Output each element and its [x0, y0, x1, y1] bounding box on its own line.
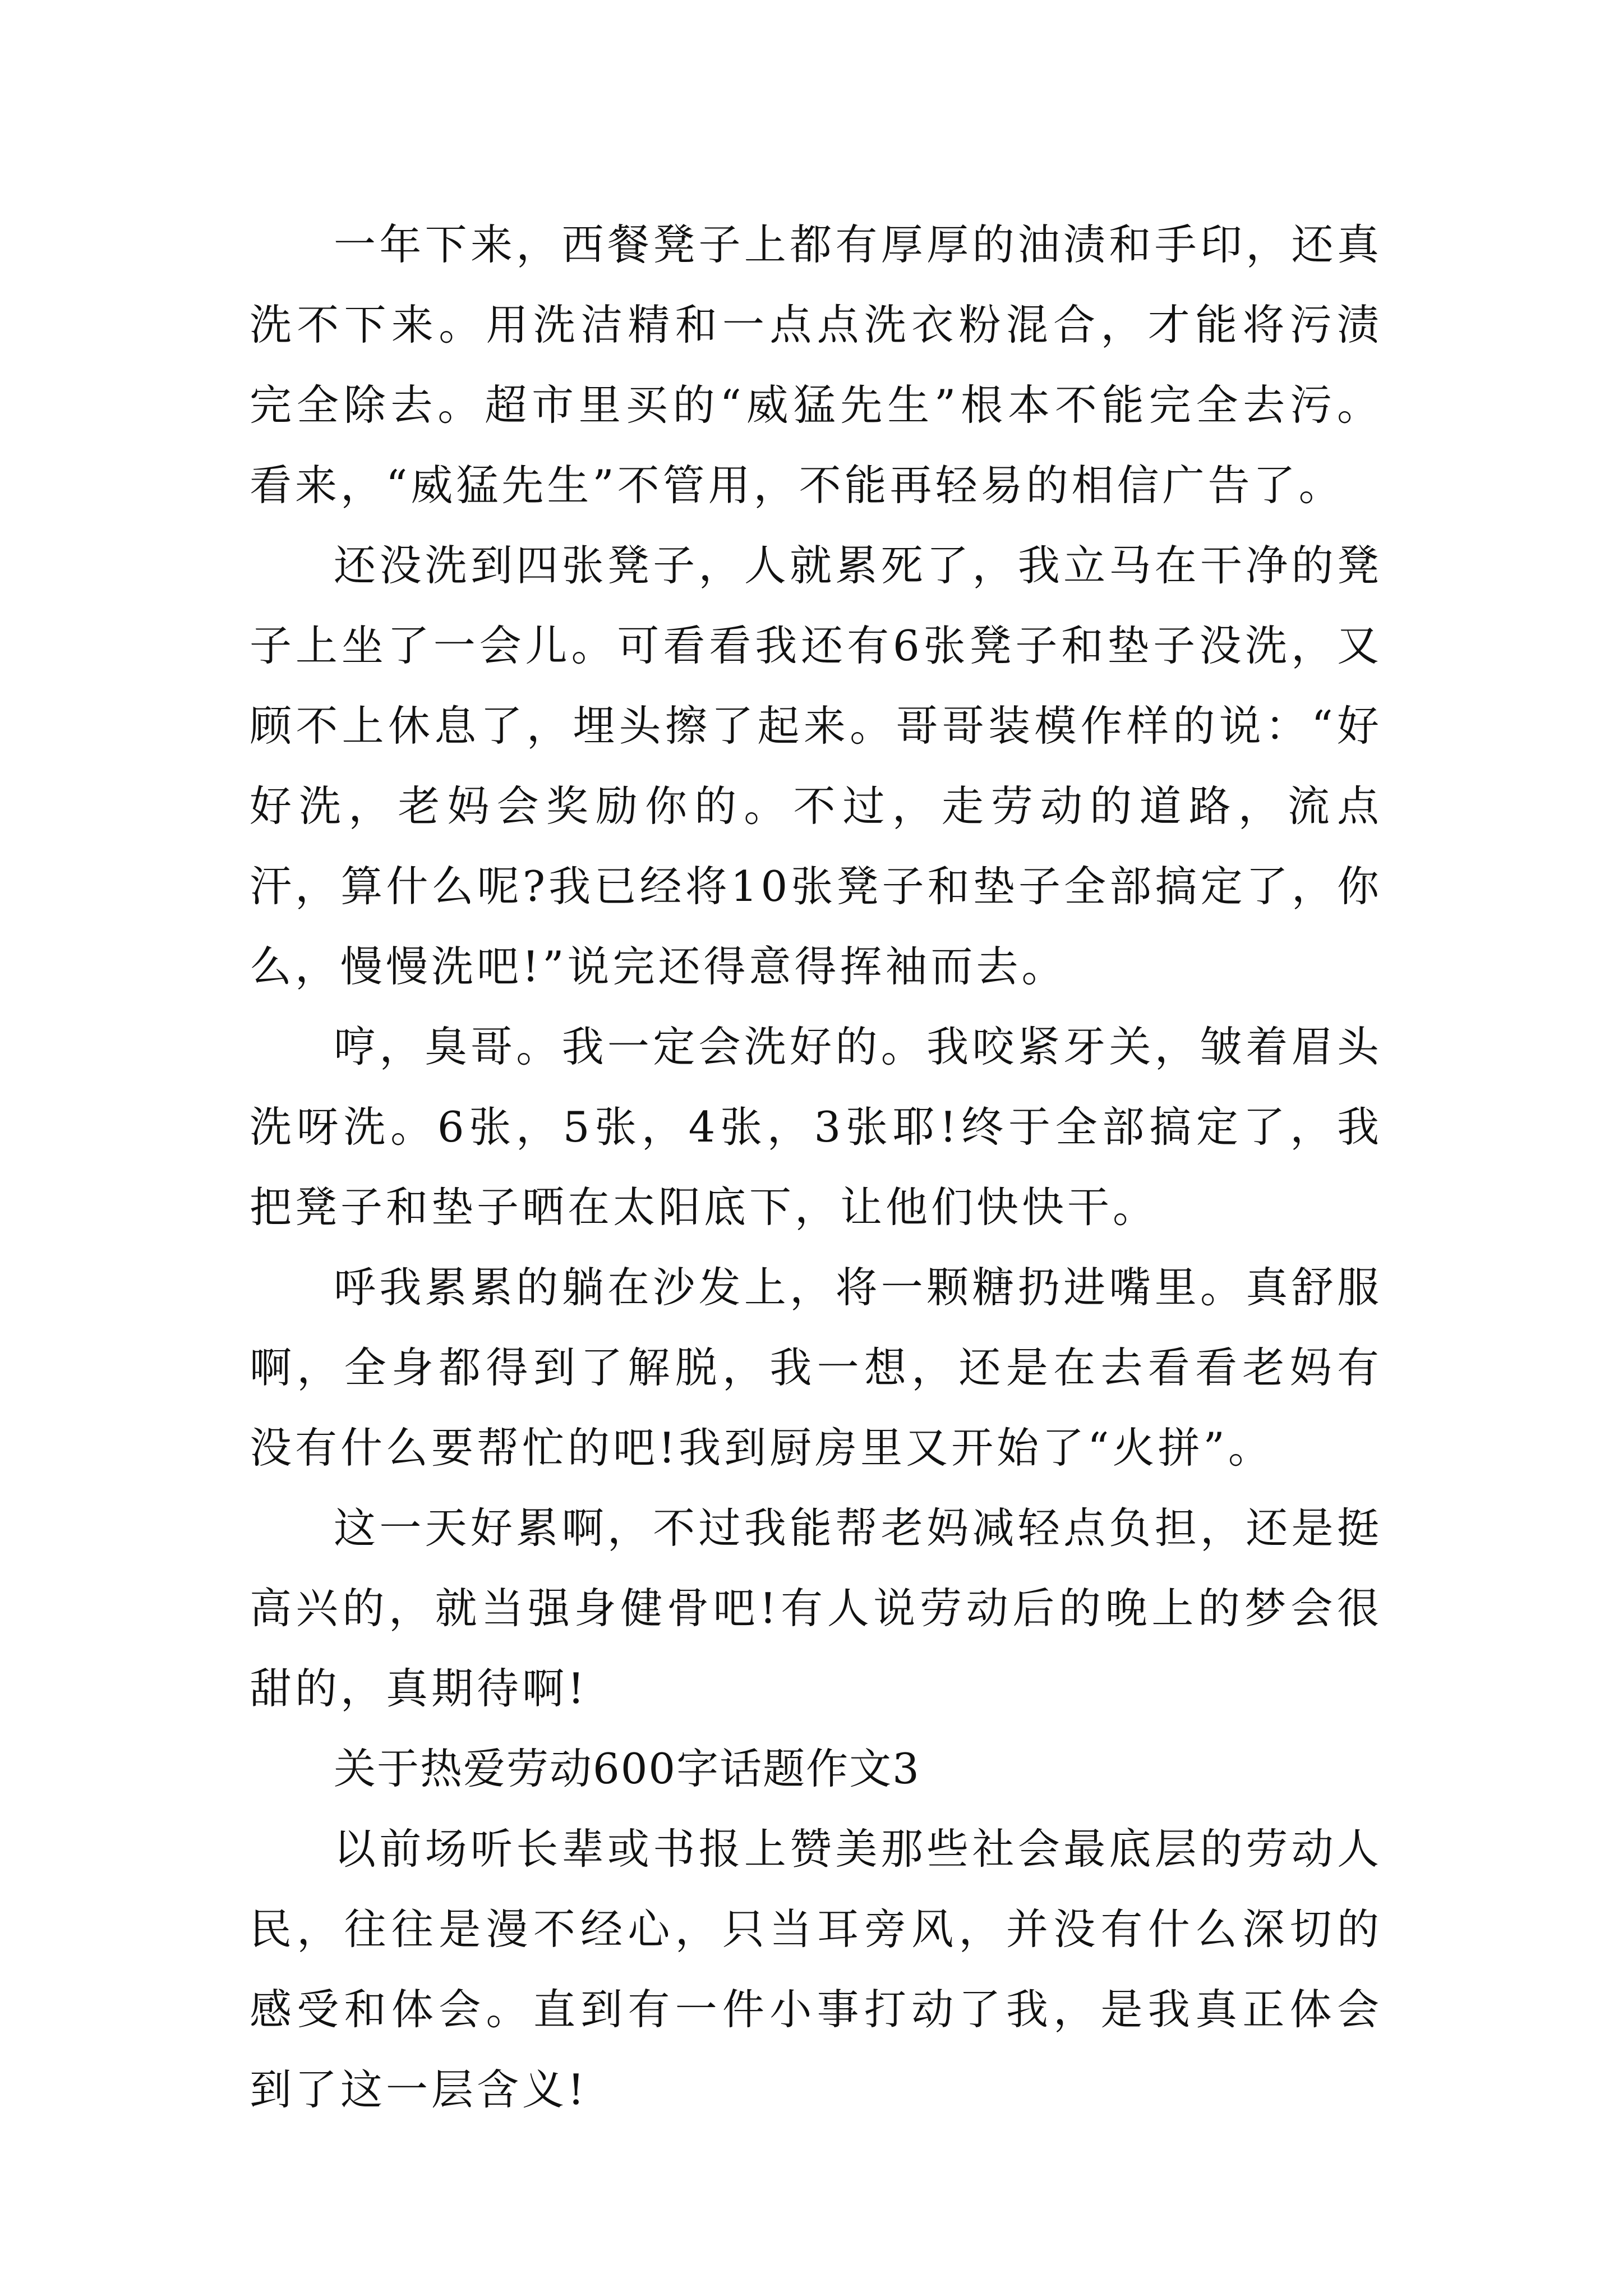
paragraph-1: 一年下来，西餐凳子上都有厚厚的油渍和手印，还真洗不下来。用洗洁精和一点点洗衣粉混合，才能将污渍完全除去。超市里买的“威猛先生”根本不能完全去污。看来，“威猛先生”不管用，不能再轻易的相信广告了。: [250, 220, 1382, 510]
paragraph-6: 以前场听长辈或书报上赞美那些社会最底层的劳动人民，往往是漫不经心，只当耳旁风，并没有什么深切的感受和体会。直到有一件小事打动了我，是我真正体会到了这一层含义!: [250, 1824, 1382, 2114]
paragraph-5: 这一天好累啊，不过我能帮老妈减轻点负担，还是挺高兴的，就当强身健骨吧!有人说劳动后的晚上的梦会很甜的，真期待啊!: [250, 1503, 1382, 1713]
paragraph-2: 还没洗到四张凳子，人就累死了，我立马在干净的凳子上坐了一会儿。可看看我还有6张凳子和垫子没洗，又顾不上休息了，埋头擦了起来。哥哥装模作样的说：“好好洗，老妈会奖励你的。不过，走劳动的道路，流点汗，算什么呢?我已经将10张凳子和垫子全部搞定了，你么，慢慢洗吧!”说完还得意得挥袖而去。: [250, 541, 1382, 991]
section-heading: 关于热爱劳动600字话题作文3: [334, 1744, 920, 1793]
paragraph-3: 哼，臭哥。我一定会洗好的。我咬紧牙关，皱着眉头洗呀洗。6张，5张，4张，3张耶!终于全部搞定了，我把凳子和垫子晒在太阳底下，让他们快快干。: [250, 1022, 1382, 1232]
document-body: [250, 205, 1382, 2130]
paragraph-4: 呼我累累的躺在沙发上，将一颗糖扔进嘴里。真舒服啊，全身都得到了解脱，我一想，还是在去看看老妈有没有什么要帮忙的吧!我到厨房里又开始了“火拼”。: [250, 1263, 1382, 1473]
